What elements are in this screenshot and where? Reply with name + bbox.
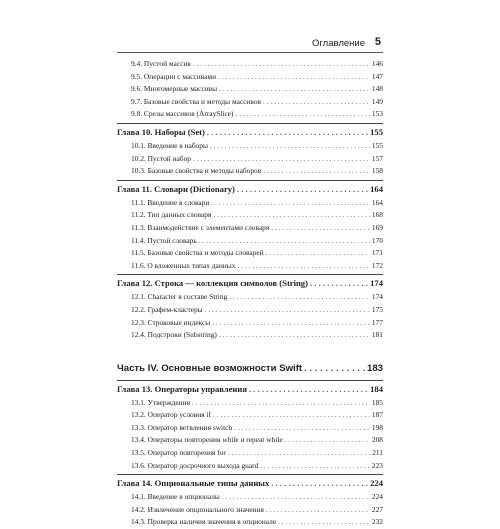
toc-entry-page: 146 [371,59,383,68]
toc-entry-label: 13.6. Оператор досрочного выхода guard [131,460,259,470]
dot-leader [219,83,370,96]
toc-entry-label: 9.7. Базовые свойства и методы массивов [131,96,262,106]
toc-entry-label: Глава 13. Операторы управления [117,383,247,394]
toc-entry-page: 171 [371,248,383,258]
toc-entry-page: 224 [370,478,383,489]
toc-entry-label: 13.5. Оператор повторения for [131,448,226,458]
toc-entry-label: 10.1. Введение в наборы [131,140,208,150]
dot-leader [263,96,370,109]
toc-entry-page: 232 [371,517,383,527]
toc-entry-label: 10.2. Пустой набор [131,153,191,163]
toc-section-entry[interactable] [117,108,383,121]
toc-entry-label: Глава 14. Опциональные типы данных [117,478,270,489]
toc-section-entry[interactable] [117,434,383,447]
dot-leader [218,71,370,84]
toc-entry-page: 157 [371,153,383,163]
dot-leader [207,124,368,140]
toc-section-entry[interactable] [117,165,383,178]
toc-part-entry[interactable] [117,360,383,378]
toc-section-entry[interactable] [117,422,383,435]
toc-chapter-entry[interactable] [117,180,383,197]
toc-section-entry[interactable] [117,197,383,210]
toc-entry-page: 147 [371,71,383,81]
toc-entry-label: Часть IV. Основные возможности Swift [117,362,303,374]
table-of-contents [117,58,383,529]
dot-leader [278,516,370,529]
toc-entry-label: 9.4. Пустой массив [131,59,191,68]
toc-entry-page: 211 [372,448,383,458]
dot-leader [237,260,369,273]
toc-section-entry[interactable] [117,516,383,529]
toc-entry-label: 12.2. Графем-кластеры [131,304,203,314]
toc-section-entry[interactable] [117,235,383,248]
toc-entry-page: 155 [370,126,383,137]
toc-section-entry[interactable] [117,71,383,84]
toc-section-entry[interactable] [117,291,383,304]
toc-entry-label: 14.1. Введение в опционалы [131,492,220,502]
dot-leader [229,291,370,304]
toc-entry-page: 175 [371,304,383,314]
toc-section-entry[interactable] [117,260,383,273]
dot-leader [228,447,370,460]
toc-entry-page: 184 [370,383,383,394]
toc-section-entry[interactable] [117,83,383,96]
toc-entry-label: 14.2. Извлечение опционального значения [131,504,264,514]
toc-section-entry[interactable] [117,304,383,317]
toc-entry-label: 14.3. Проверка наличия значения в опционале [131,517,277,527]
toc-section-entry[interactable] [117,447,383,460]
toc-entry-page: 174 [371,292,383,302]
toc-entry-label: Глава 11. Словари (Dictionary) [117,183,235,194]
dot-leader [213,409,370,422]
toc-entry-page: 168 [371,210,383,220]
toc-chapter-entry[interactable] [117,380,383,397]
toc-entry-page: 153 [371,109,383,119]
dot-leader [219,329,370,342]
toc-entry-label: 12.4. Подстроки (Substring) [131,330,217,340]
toc-entry-label: 11.5. Базовые свойства и методы словарей [131,248,264,258]
toc-entry-label: 9.8. Срезы массивов (ArraySlice) [131,109,234,119]
toc-entry-label: 13.4. Операторы повторения while и repeat while [131,435,283,445]
dot-leader [266,504,370,517]
toc-section-entry[interactable] [117,58,383,71]
toc-entry-label: 11.6. О вложенных типах данных [131,260,236,270]
dot-leader [271,222,370,235]
toc-entry-label: 12.1. Character в составе String [131,292,228,302]
toc-entry-page: 223 [371,460,383,470]
toc-entry-page: 170 [371,235,383,245]
toc-section-entry[interactable] [117,140,383,153]
toc-entry-label: 9.6. Многомерные массивы [131,84,218,94]
toc-entry-label: 9.5. Операции с массивами [131,71,217,81]
toc-entry-page: 181 [371,330,383,340]
toc-entry-label: 11.2. Тип данных словаря [131,210,212,220]
dot-leader [192,397,370,410]
toc-section-entry[interactable] [117,409,383,422]
dot-leader [205,304,370,317]
toc-entry-page: 183 [366,362,383,374]
toc-section-entry[interactable] [117,96,383,109]
toc-entry-page: 164 [370,183,383,194]
toc-section-entry[interactable] [117,209,383,222]
dot-leader [210,140,370,153]
toc-chapter-entry[interactable] [117,474,383,491]
toc-section-entry[interactable] [117,317,383,330]
dot-leader [260,460,370,473]
toc-entry-label: 13.2. Оператор условия if [131,410,211,420]
dot-leader [236,108,370,121]
toc-entry-label: 13.1. Утверждения [131,397,190,407]
toc-entry-page: 187 [371,410,383,420]
toc-entry-page: 169 [371,222,383,232]
toc-entry-page: 172 [371,260,383,270]
toc-entry-page: 164 [371,197,383,207]
toc-section-entry[interactable] [117,504,383,517]
header-page-number: 5 [374,36,381,48]
toc-section-entry[interactable] [117,329,383,342]
toc-section-entry[interactable] [117,460,383,473]
toc-entry-label: Глава 10. Наборы (Set) [117,126,205,137]
toc-entry-page: 227 [371,504,383,514]
dot-leader [263,165,370,178]
toc-section-entry[interactable] [117,397,383,410]
toc-entry-page: 149 [371,96,383,106]
header-title: Оглавление [312,38,365,49]
dot-leader [193,58,370,71]
toc-entry-label: 10.3. Базовые свойства и методы наборов [131,166,262,176]
toc-entry-label: 13.3. Оператор ветвления switch [131,422,233,432]
toc-chapter-entry[interactable] [117,274,383,291]
dot-leader [211,197,370,210]
dot-leader [199,235,370,248]
toc-chapter-entry[interactable] [117,123,383,140]
dot-leader [249,381,368,397]
running-header [117,36,383,53]
dot-leader [222,491,370,504]
toc-entry-page: 174 [370,278,383,289]
dot-leader [237,181,368,197]
dot-leader [193,153,370,166]
toc-entry-page: 208 [371,435,383,445]
toc-entry-label: 11.4. Пустой словарь [131,235,197,245]
dot-leader [234,422,370,435]
toc-entry-page: 158 [371,166,383,176]
toc-section-entry[interactable] [117,491,383,504]
dot-leader [285,434,370,447]
toc-entry-page: 177 [371,317,383,327]
toc-section-entry[interactable] [117,247,383,260]
toc-entry-label: 11.1. Введение в словари [131,197,210,207]
dot-leader [213,209,370,222]
toc-entry-page: 198 [371,422,383,432]
toc-entry-label: 12.3. Строковые индексы [131,317,211,327]
toc-entry-page: 155 [371,140,383,150]
toc-entry-label: Глава 12. Строка — коллекция символов (String) [117,278,308,289]
toc-entry-page: 185 [371,397,383,407]
dot-leader [310,275,368,291]
dot-leader [271,475,368,491]
toc-entry-page: 224 [371,492,383,502]
toc-entry-label: 11.3. Взаимодействие с элементами словаря [131,222,270,232]
dot-leader [304,360,365,378]
toc-section-entry[interactable] [117,153,383,166]
toc-entry-page: 148 [371,84,383,94]
dot-leader [212,317,370,330]
toc-section-entry[interactable] [117,222,383,235]
dot-leader [266,247,370,260]
